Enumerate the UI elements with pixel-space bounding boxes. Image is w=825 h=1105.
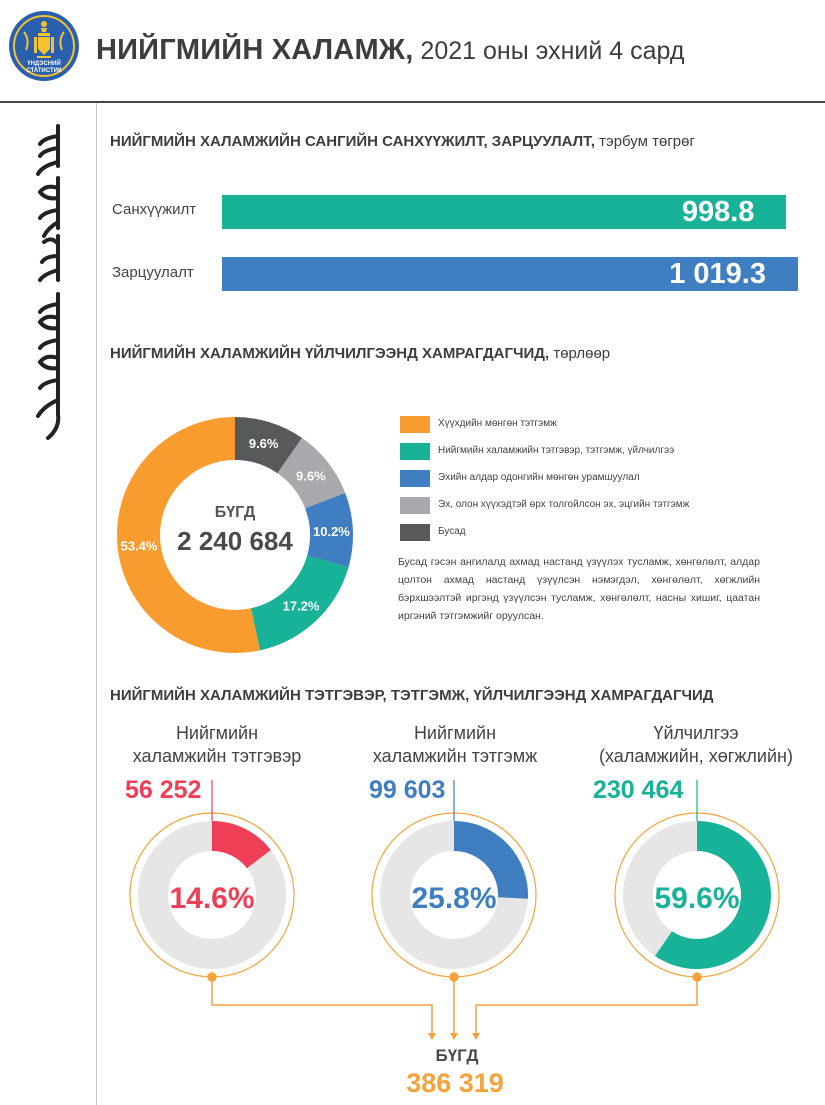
- legend-label: Хүүхдийн мөнгөн тэтгэмж: [438, 418, 557, 429]
- bar-value-spending: 1 019.3: [669, 258, 766, 290]
- gauge-caption-pension: [117, 722, 317, 768]
- gauge-percent-pension: 14.6%: [169, 882, 255, 915]
- legend-label: Эхийн алдар одонгийн мөнгөн урамшуулал: [438, 472, 640, 483]
- recipients-gauges: [0, 780, 825, 1050]
- bar-spending: [222, 257, 798, 291]
- legend-item-child-allowance: [400, 416, 780, 443]
- donut-legend: [400, 416, 780, 551]
- connector-arrow-services: [472, 1033, 480, 1040]
- donut-label-child-allowance: 53.4%: [120, 538, 158, 554]
- legend-swatch: [400, 470, 430, 487]
- gauge-caption-line: халамжийн тэтгэмж: [372, 746, 538, 766]
- recipients-by-type-title: [110, 345, 610, 362]
- recipients-by-type-title-bold: НИЙГМИЙН ХАЛАМЖИЙН ҮЙЛЧИЛГЭЭНД ХАМРАГДАГЧИД,: [110, 345, 550, 362]
- legend-label: Нийгмийн халамжийн тэтгэвэр, тэтгэмж, үйлчилгээ: [438, 445, 675, 456]
- legend-swatch: [400, 443, 430, 460]
- connector-arrow-allowance: [450, 1033, 458, 1040]
- legend-label: Эх, олон хүүхэдтэй өрх толгойлсон эх, эцгийн тэтгэмж: [438, 499, 690, 510]
- funding-section-title: [110, 133, 695, 150]
- total-value: 386 319: [406, 1068, 504, 1098]
- page-title-period: 2021 оны эхний 4 сард: [413, 37, 685, 65]
- recipients-by-type-title-unit: төрлөөр: [549, 345, 611, 362]
- total-label: БҮГД: [435, 1046, 479, 1065]
- gauge-count-pension: 56 252: [125, 776, 202, 804]
- donut-label-single-parent: 9.6%: [296, 468, 326, 484]
- connector-services: [476, 977, 697, 1037]
- gauge-percent-allowance: 25.8%: [411, 882, 497, 915]
- other-category-note: Бусад гэсэн ангилалд ахмад настанд үзүүлэх тусламж, хөнгөлөлт, алдар цолтон ахмад настанд үзүүлсэн нэмэгдэл, хөнгөлөлт, хөгжлийн бэрхшээлтэй иргэнд үзүүлсэн тусламж, хөнгөлөлт, насны хишиг, цаатан иргэний тэтгэмжийг оруулсан.: [398, 556, 760, 622]
- connector-arrow-pension: [428, 1033, 436, 1040]
- bar-label-spending: Зарцуулалт: [112, 264, 194, 281]
- mongolian-script-icon: [14, 118, 80, 448]
- statistics-logo-icon: [8, 10, 80, 82]
- funding-section-title-unit: тэрбум төгрөг: [595, 133, 695, 150]
- page-title: [96, 34, 684, 67]
- header: [0, 0, 825, 103]
- legend-item-single-parent: [400, 497, 780, 524]
- svg-text:СТАТИСТИК: СТАТИСТИК: [26, 68, 62, 74]
- gauge-count-services: 230 464: [593, 776, 684, 804]
- donut-label-mother-award: 10.2%: [312, 523, 350, 539]
- legend-item-other: [400, 524, 780, 551]
- connector-pension: [212, 977, 432, 1037]
- donut-label-other: 9.6%: [248, 435, 279, 451]
- gauge-caption-allowance: [355, 722, 555, 768]
- gauge-caption-services: [596, 722, 796, 768]
- legend-item-mother-award: [400, 470, 780, 497]
- gauge-caption-line: Нийгмийн: [413, 723, 497, 743]
- donut-center-value: 2 240 684: [177, 526, 293, 556]
- recipients-donut-chart: [105, 405, 365, 665]
- legend-swatch: [400, 524, 430, 541]
- legend-label: Бусад: [438, 526, 466, 537]
- gauge-count-allowance: 99 603: [369, 776, 446, 804]
- page-title-bold: НИЙГМИЙН ХАЛАМЖ,: [96, 34, 414, 66]
- header-divider: [0, 101, 825, 103]
- bar-value-funding: 998.8: [681, 196, 755, 228]
- donut-label-welfare-pension: 17.2%: [282, 598, 320, 614]
- legend-item-welfare-pension: [400, 443, 780, 470]
- gauge-caption-line: (халамжийн, хөгжлийн): [599, 746, 793, 766]
- gauge-caption-line: халамжийн тэтгэвэр: [132, 746, 302, 766]
- funding-section-title-bold: НИЙГМИЙН ХАЛАМЖИЙН САНГИЙН САНХҮҮЖИЛТ, ЗАРЦУУЛАЛТ,: [110, 133, 595, 150]
- bar-label-funding: Санхүүжилт: [112, 201, 197, 218]
- svg-text:ҮНДЭСНИЙ: ҮНДЭСНИЙ: [27, 61, 61, 67]
- recipients-section-title-text: НИЙГМИЙН ХАЛАМЖИЙН ТЭТГЭВЭР, ТЭТГЭМЖ, ҮЙЛЧИЛГЭЭНД ХАМРАГДАГЧИД: [110, 687, 714, 704]
- gauge-percent-services: 59.6%: [654, 882, 740, 915]
- bar-funding: [222, 195, 786, 229]
- donut-center-label: БҮГД: [214, 504, 256, 521]
- gauge-caption-line: Үйлчилгээ: [653, 723, 739, 743]
- recipients-section-title: [110, 687, 714, 704]
- legend-swatch: [400, 416, 430, 433]
- gauge-caption-line: Нийгмийн: [175, 723, 259, 743]
- legend-swatch: [400, 497, 430, 514]
